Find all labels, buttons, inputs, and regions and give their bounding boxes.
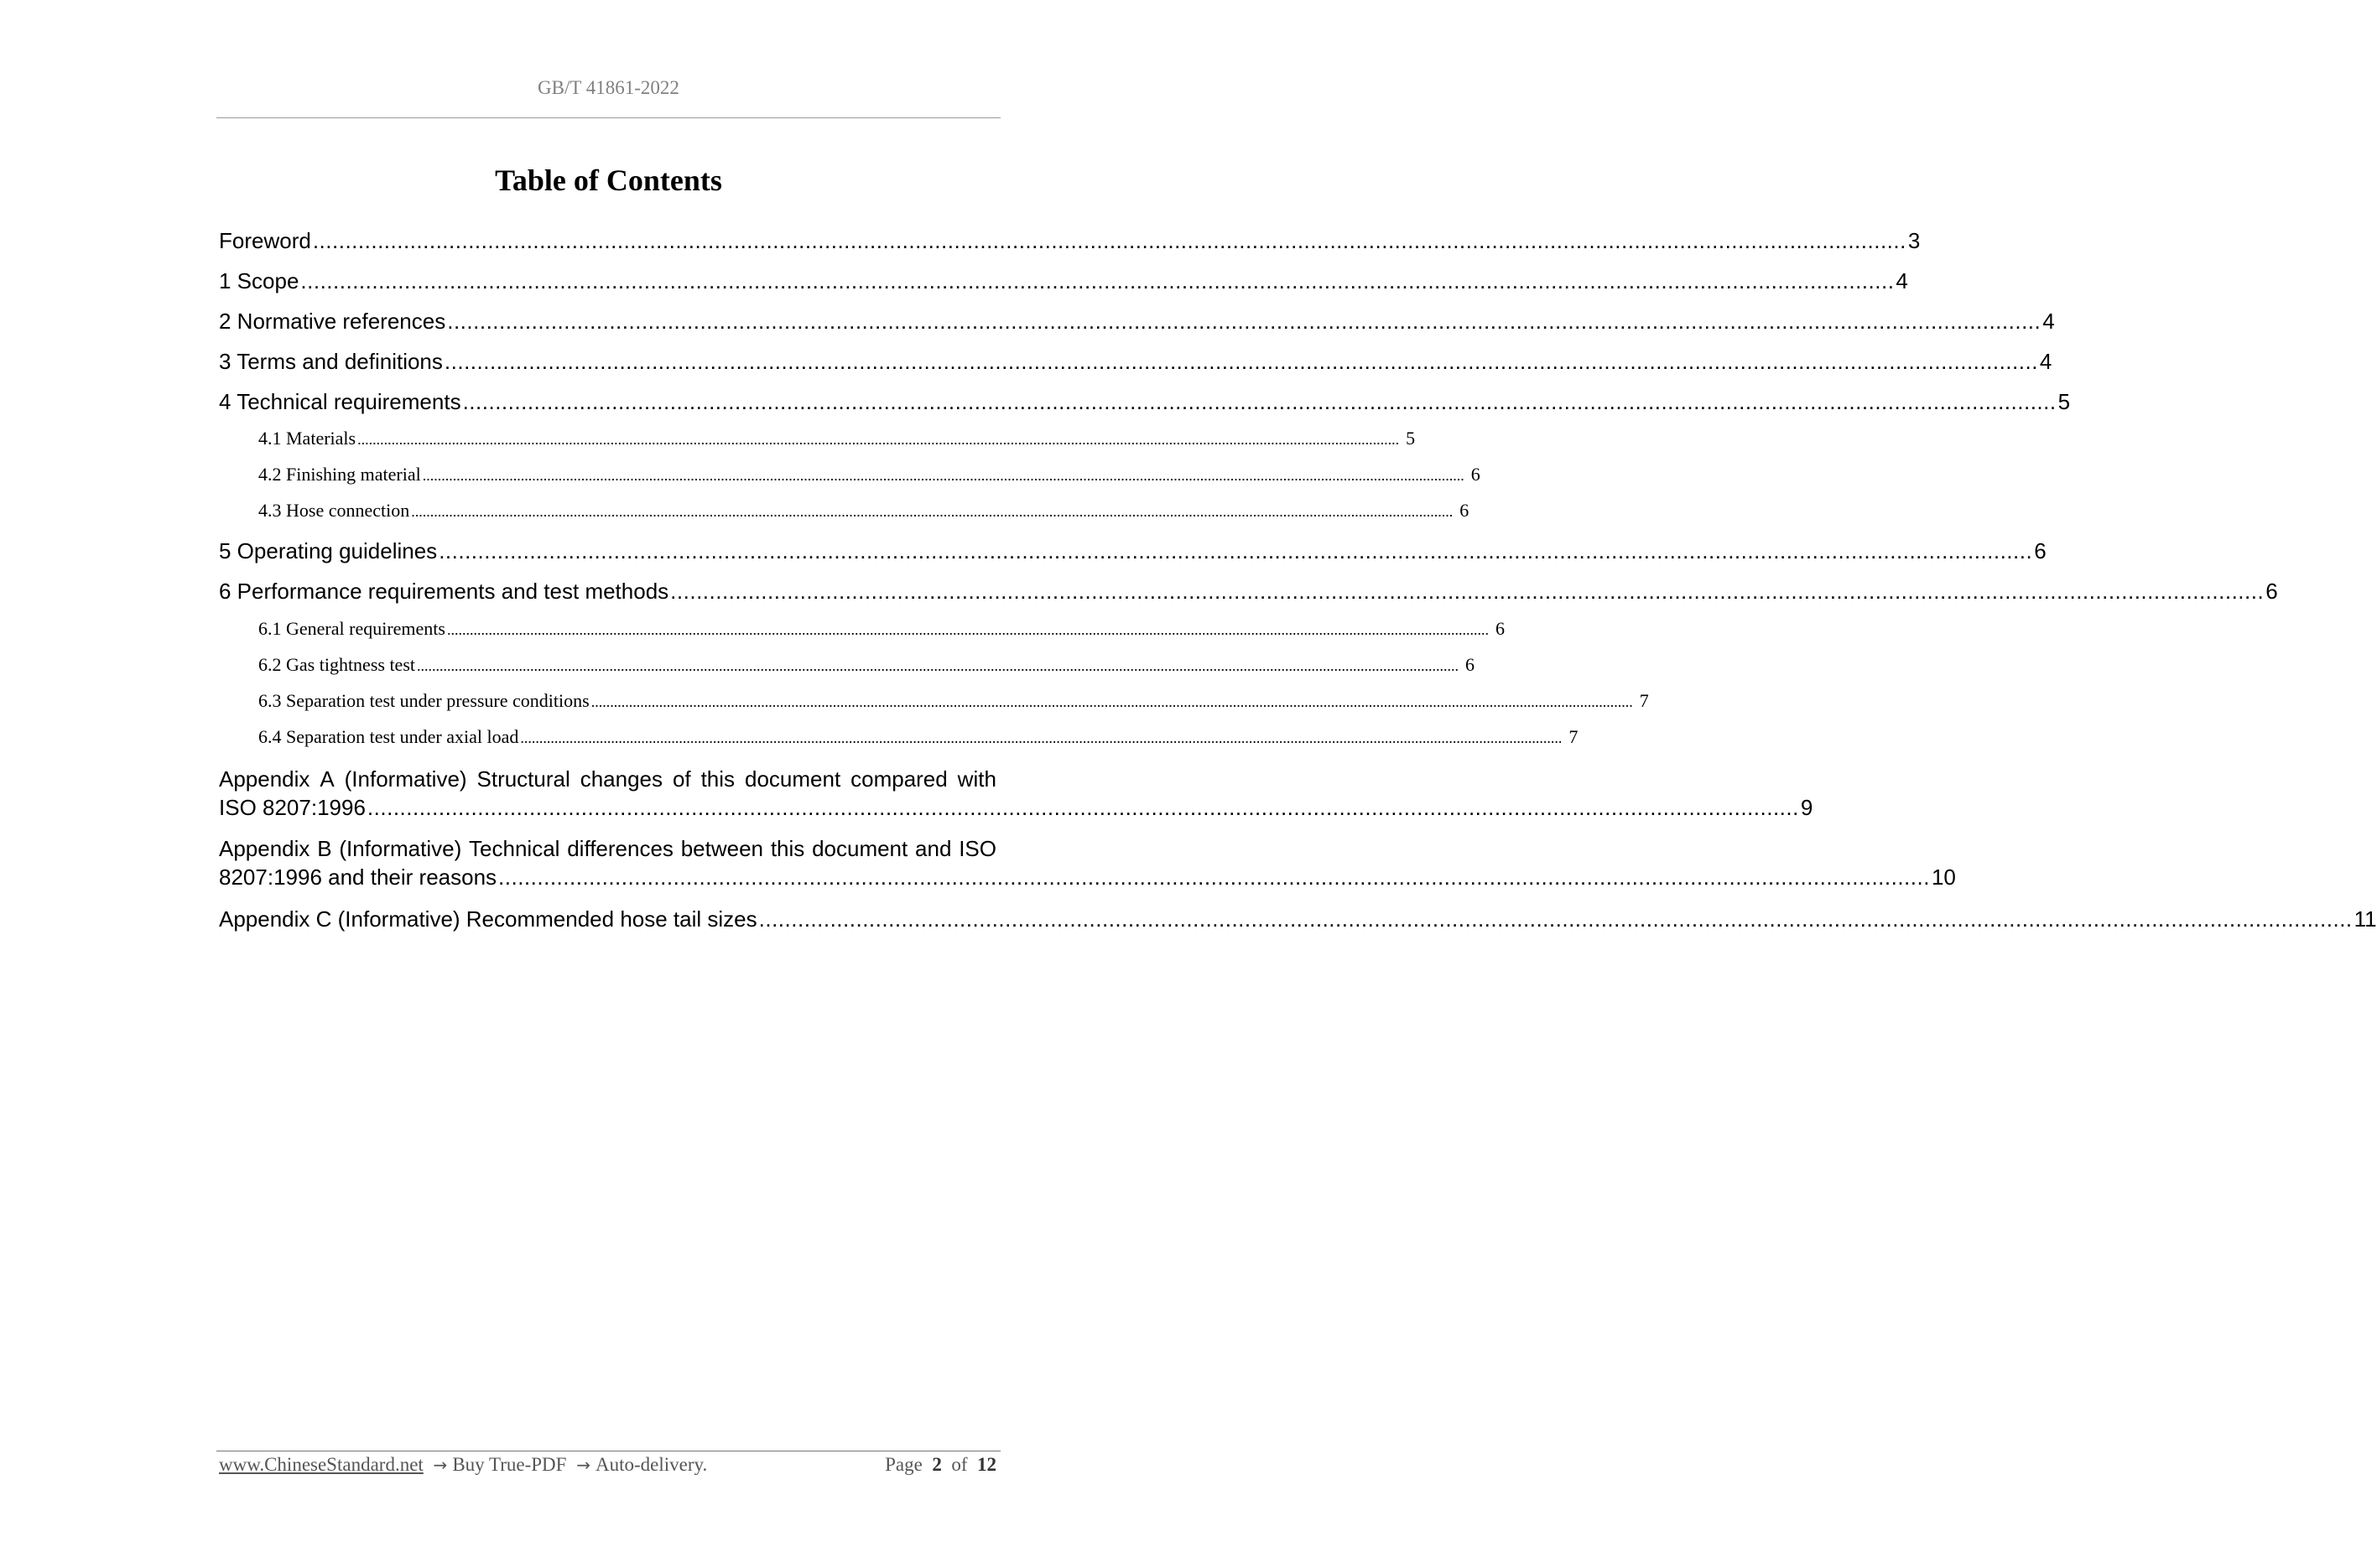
dot-leader: [417, 653, 1459, 678]
toc-entry-page: 4: [2042, 309, 2055, 334]
toc-entry-gas-tightness-test[interactable]: [258, 653, 1475, 677]
header-divider: [216, 117, 1001, 118]
page-title: Table of Contents: [495, 164, 722, 197]
page-indicator: Page 2 of 12: [885, 1454, 996, 1475]
toc-entry-label: 6.4 Separation test under axial load: [258, 726, 519, 747]
toc-entry-label: 6.2 Gas tightness test: [258, 654, 415, 675]
toc-entry-label: 6.1 General requirements: [258, 618, 445, 639]
dot-leader: [759, 906, 2353, 932]
toc-entry-page: 6: [1495, 618, 1505, 639]
toc-entry-label: 4 Technical requirements: [219, 389, 461, 414]
toc-entry-materials[interactable]: [258, 427, 1416, 450]
toc-entry-separation-test-pressure[interactable]: [258, 689, 1649, 713]
toc-entry-label: 4.3 Hose connection: [258, 500, 410, 521]
toc-entry-label: 6.3 Separation test under pressure conditions: [258, 690, 590, 711]
toc-entry-label-line2: [219, 863, 1956, 891]
toc-entry-finishing-material[interactable]: [258, 463, 1480, 486]
website-link[interactable]: www.ChineseStandard.net: [219, 1454, 424, 1475]
toc-entry-appendix-a[interactable]: [219, 765, 1813, 822]
toc-entry-page: 7: [1639, 690, 1649, 711]
dot-leader: [520, 725, 1562, 750]
toc-entry-appendix-b[interactable]: [219, 834, 1956, 891]
dot-leader: [423, 463, 1464, 487]
dot-leader: .............................................................................................................................................................................................................................: [367, 795, 1799, 820]
toc-entry-label: 1 Scope: [219, 268, 299, 293]
dot-leader: [447, 617, 1489, 641]
dot-leader: [411, 499, 1453, 523]
toc-entry-performance-requirements[interactable]: [219, 578, 2278, 605]
toc-entry-page: 11: [2354, 906, 2377, 932]
dot-leader: [300, 267, 1894, 294]
arrow-right-icon: →: [433, 1455, 448, 1475]
toc-entry-page: 7: [1568, 726, 1579, 747]
toc-entry-page: 6: [1470, 464, 1480, 485]
toc-entry-page: 6: [1459, 500, 1469, 521]
toc-entry-label: Foreword: [219, 228, 311, 253]
toc-entry-appendix-c[interactable]: [219, 906, 2377, 932]
toc-entry-page: 9: [1800, 795, 1813, 820]
toc-entry-page: 6: [2034, 538, 2047, 563]
dot-leader: [357, 427, 1399, 451]
toc-entry-label: 5 Operating guidelines: [219, 538, 438, 563]
toc-entry-page: 6: [2265, 579, 2278, 604]
buy-true-pdf-text: Buy True-PDF: [452, 1454, 567, 1475]
arrow-right-icon: →: [576, 1455, 590, 1475]
toc-entry-label: 4.1 Materials: [258, 428, 356, 449]
toc-entry-label-line1: Appendix A (Informative) Structural changes of this document compared with: [219, 766, 996, 792]
toc-entry-general-requirements[interactable]: [258, 617, 1505, 641]
toc-entry-normative-references[interactable]: [219, 308, 2055, 335]
toc-entry-label: 8207:1996 and their reasons: [219, 864, 497, 890]
toc-entry-label: Appendix C (Informative) Recommended hose tail sizes: [219, 906, 757, 932]
dot-leader: [445, 348, 2038, 375]
auto-delivery-text: Auto-delivery.: [595, 1454, 708, 1475]
dot-leader: [447, 308, 2041, 335]
toc-entry-page: 4: [2039, 349, 2052, 374]
dot-leader: [313, 227, 1906, 254]
toc-entry-terms-definitions[interactable]: [219, 348, 2052, 375]
toc-entry-operating-guidelines[interactable]: [219, 537, 2047, 564]
toc-entry-page: 3: [1907, 228, 1921, 253]
page-footer: [219, 1454, 996, 1476]
toc-entry-page: 6: [1465, 654, 1475, 675]
toc-entry-page: 5: [1406, 428, 1416, 449]
dot-leader: [591, 689, 1633, 714]
toc-entry-label-line2: [219, 793, 1813, 822]
toc-entry-page: 5: [2057, 389, 2071, 414]
toc-entry-label: 6 Performance requirements and test methods: [219, 579, 669, 604]
footer-left: [219, 1454, 707, 1476]
total-pages-number: 12: [977, 1454, 996, 1475]
toc-entry-label: 4.2 Finishing material: [258, 464, 421, 485]
document-id-header: GB/T 41861-2022: [538, 77, 679, 98]
dot-leader: .............................................................................................................................................................................................................................: [498, 864, 1930, 890]
toc-entry-page: 4: [1896, 268, 1908, 293]
toc-entry-separation-test-axial[interactable]: [258, 725, 1579, 749]
toc-entry-hose-connection[interactable]: [258, 499, 1469, 522]
toc-entry-scope[interactable]: [219, 267, 1908, 294]
toc-entry-label: 3 Terms and definitions: [219, 349, 443, 374]
current-page-number: 2: [932, 1454, 942, 1475]
toc-entry-label: ISO 8207:1996: [219, 795, 366, 820]
dot-leader: [439, 537, 2032, 564]
dot-leader: [463, 388, 2057, 415]
toc-entry-technical-requirements[interactable]: [219, 388, 2071, 415]
toc-entry-page: 10: [1931, 864, 1956, 890]
dot-leader: [670, 578, 2264, 605]
toc-entry-label: 2 Normative references: [219, 309, 446, 334]
toc-entry-foreword[interactable]: [219, 227, 1921, 254]
toc-entry-label-line1: Appendix B (Informative) Technical differences between this document and ISO: [219, 836, 996, 861]
